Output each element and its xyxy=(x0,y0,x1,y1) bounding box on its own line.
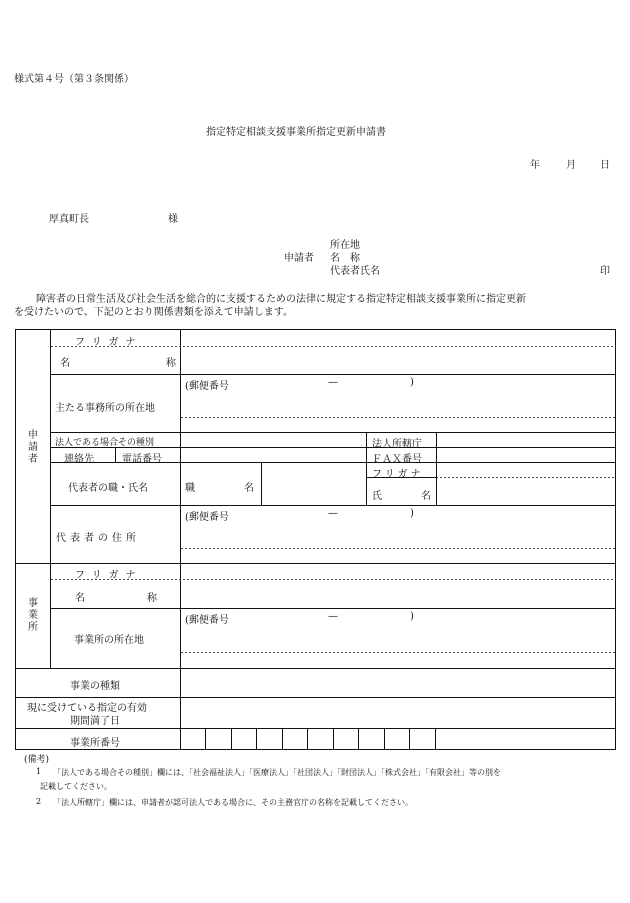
applicant-rep-label: 代表者氏名 xyxy=(330,266,380,277)
rep-title-name-label: 代表者の職・氏名 xyxy=(68,483,148,494)
rep-postal-prefix: (郵便番号 xyxy=(185,512,229,523)
office-number-label: 事業所番号 xyxy=(70,738,120,749)
office-name-label: 名称 xyxy=(75,593,219,604)
applicant-label: 申請者 xyxy=(284,253,314,264)
note-2-line-1: 「法人所轄庁」欄には、申請者が認可法人である場合に、その主務官庁の名称を記載してください。 xyxy=(53,798,413,807)
addressee-honorific: 様 xyxy=(168,214,178,225)
date-day: 日 xyxy=(600,160,610,171)
rep-furigana-label: フリガナ xyxy=(372,469,424,480)
job-name-label: 名 xyxy=(244,483,254,494)
office-address-label: 事業所の所在地 xyxy=(74,635,144,646)
office-furigana-label: フリガナ xyxy=(75,570,143,581)
postal-dash: — xyxy=(328,377,338,388)
section-office-label: 事 業 所 xyxy=(28,598,38,633)
note-1-line-2: 記載してください。 xyxy=(40,782,112,791)
name-label: 名称 xyxy=(60,358,272,369)
contact-label: 連絡先 xyxy=(64,454,94,465)
rep-address-label: 代表者の住所 xyxy=(56,533,140,544)
rep-postal-close: ) xyxy=(410,508,414,519)
applicant-name-label: 名 称 xyxy=(330,253,360,264)
section-applicant-label: 申 請 者 xyxy=(28,430,38,465)
phone-label: 電話番号 xyxy=(122,454,162,465)
business-type-label: 事業の種類 xyxy=(70,681,120,692)
date-month: 月 xyxy=(566,160,576,171)
form-number: 様式第４号（第３条関係） xyxy=(14,74,134,85)
corp-authority-label: 法人所轄庁 xyxy=(372,439,422,450)
expiry-label-line-2: 期間満了日 xyxy=(70,716,120,727)
shimei-label-1: 氏 xyxy=(372,491,382,502)
expiry-label-line-1: 現に受けている指定の有効 xyxy=(27,703,147,714)
postal-close: ) xyxy=(410,377,414,388)
office-postal-prefix: (郵便番号 xyxy=(185,615,229,626)
office-postal-close: ) xyxy=(410,611,414,622)
job-label: 職 xyxy=(185,483,195,494)
intro-line-1: 障害者の日常生活及び社会生活を総合的に支援するための法律に規定する指定特定相談支援事業所に指定更新 xyxy=(36,294,526,305)
rep-postal-dash: — xyxy=(328,508,338,519)
intro-line-2: を受けたいので、下記のとおり関係書類を添えて申請します。 xyxy=(14,307,293,318)
office-postal-dash: — xyxy=(328,611,338,622)
note-1-number: 1 xyxy=(36,767,42,776)
notes-heading: (備考) xyxy=(24,755,50,765)
main-office-address-label: 主たる事務所の所在地 xyxy=(55,403,155,414)
applicant-address-label: 所在地 xyxy=(330,240,360,251)
addressee-name: 厚真町長 xyxy=(49,214,89,225)
shimei-label-2: 名 xyxy=(421,491,431,502)
note-2-number: 2 xyxy=(36,797,42,806)
date-year: 年 xyxy=(530,160,540,171)
note-1-line-1: 「法人である場合その種別」欄には、「社会福祉法人」「医療法人」「社団法人」「財団法人」「株式会社」「有限会社」等の別を xyxy=(53,768,501,777)
furigana-label: フリガナ xyxy=(75,337,143,348)
fax-label: ＦＡＸ番号 xyxy=(372,454,422,465)
seal-mark: 印 xyxy=(600,266,610,277)
postal-prefix: (郵便番号 xyxy=(185,381,229,392)
page-title: 指定特定相談支援事業所指定更新申請書 xyxy=(206,127,386,138)
corp-type-label: 法人である場合その種別 xyxy=(55,438,155,448)
